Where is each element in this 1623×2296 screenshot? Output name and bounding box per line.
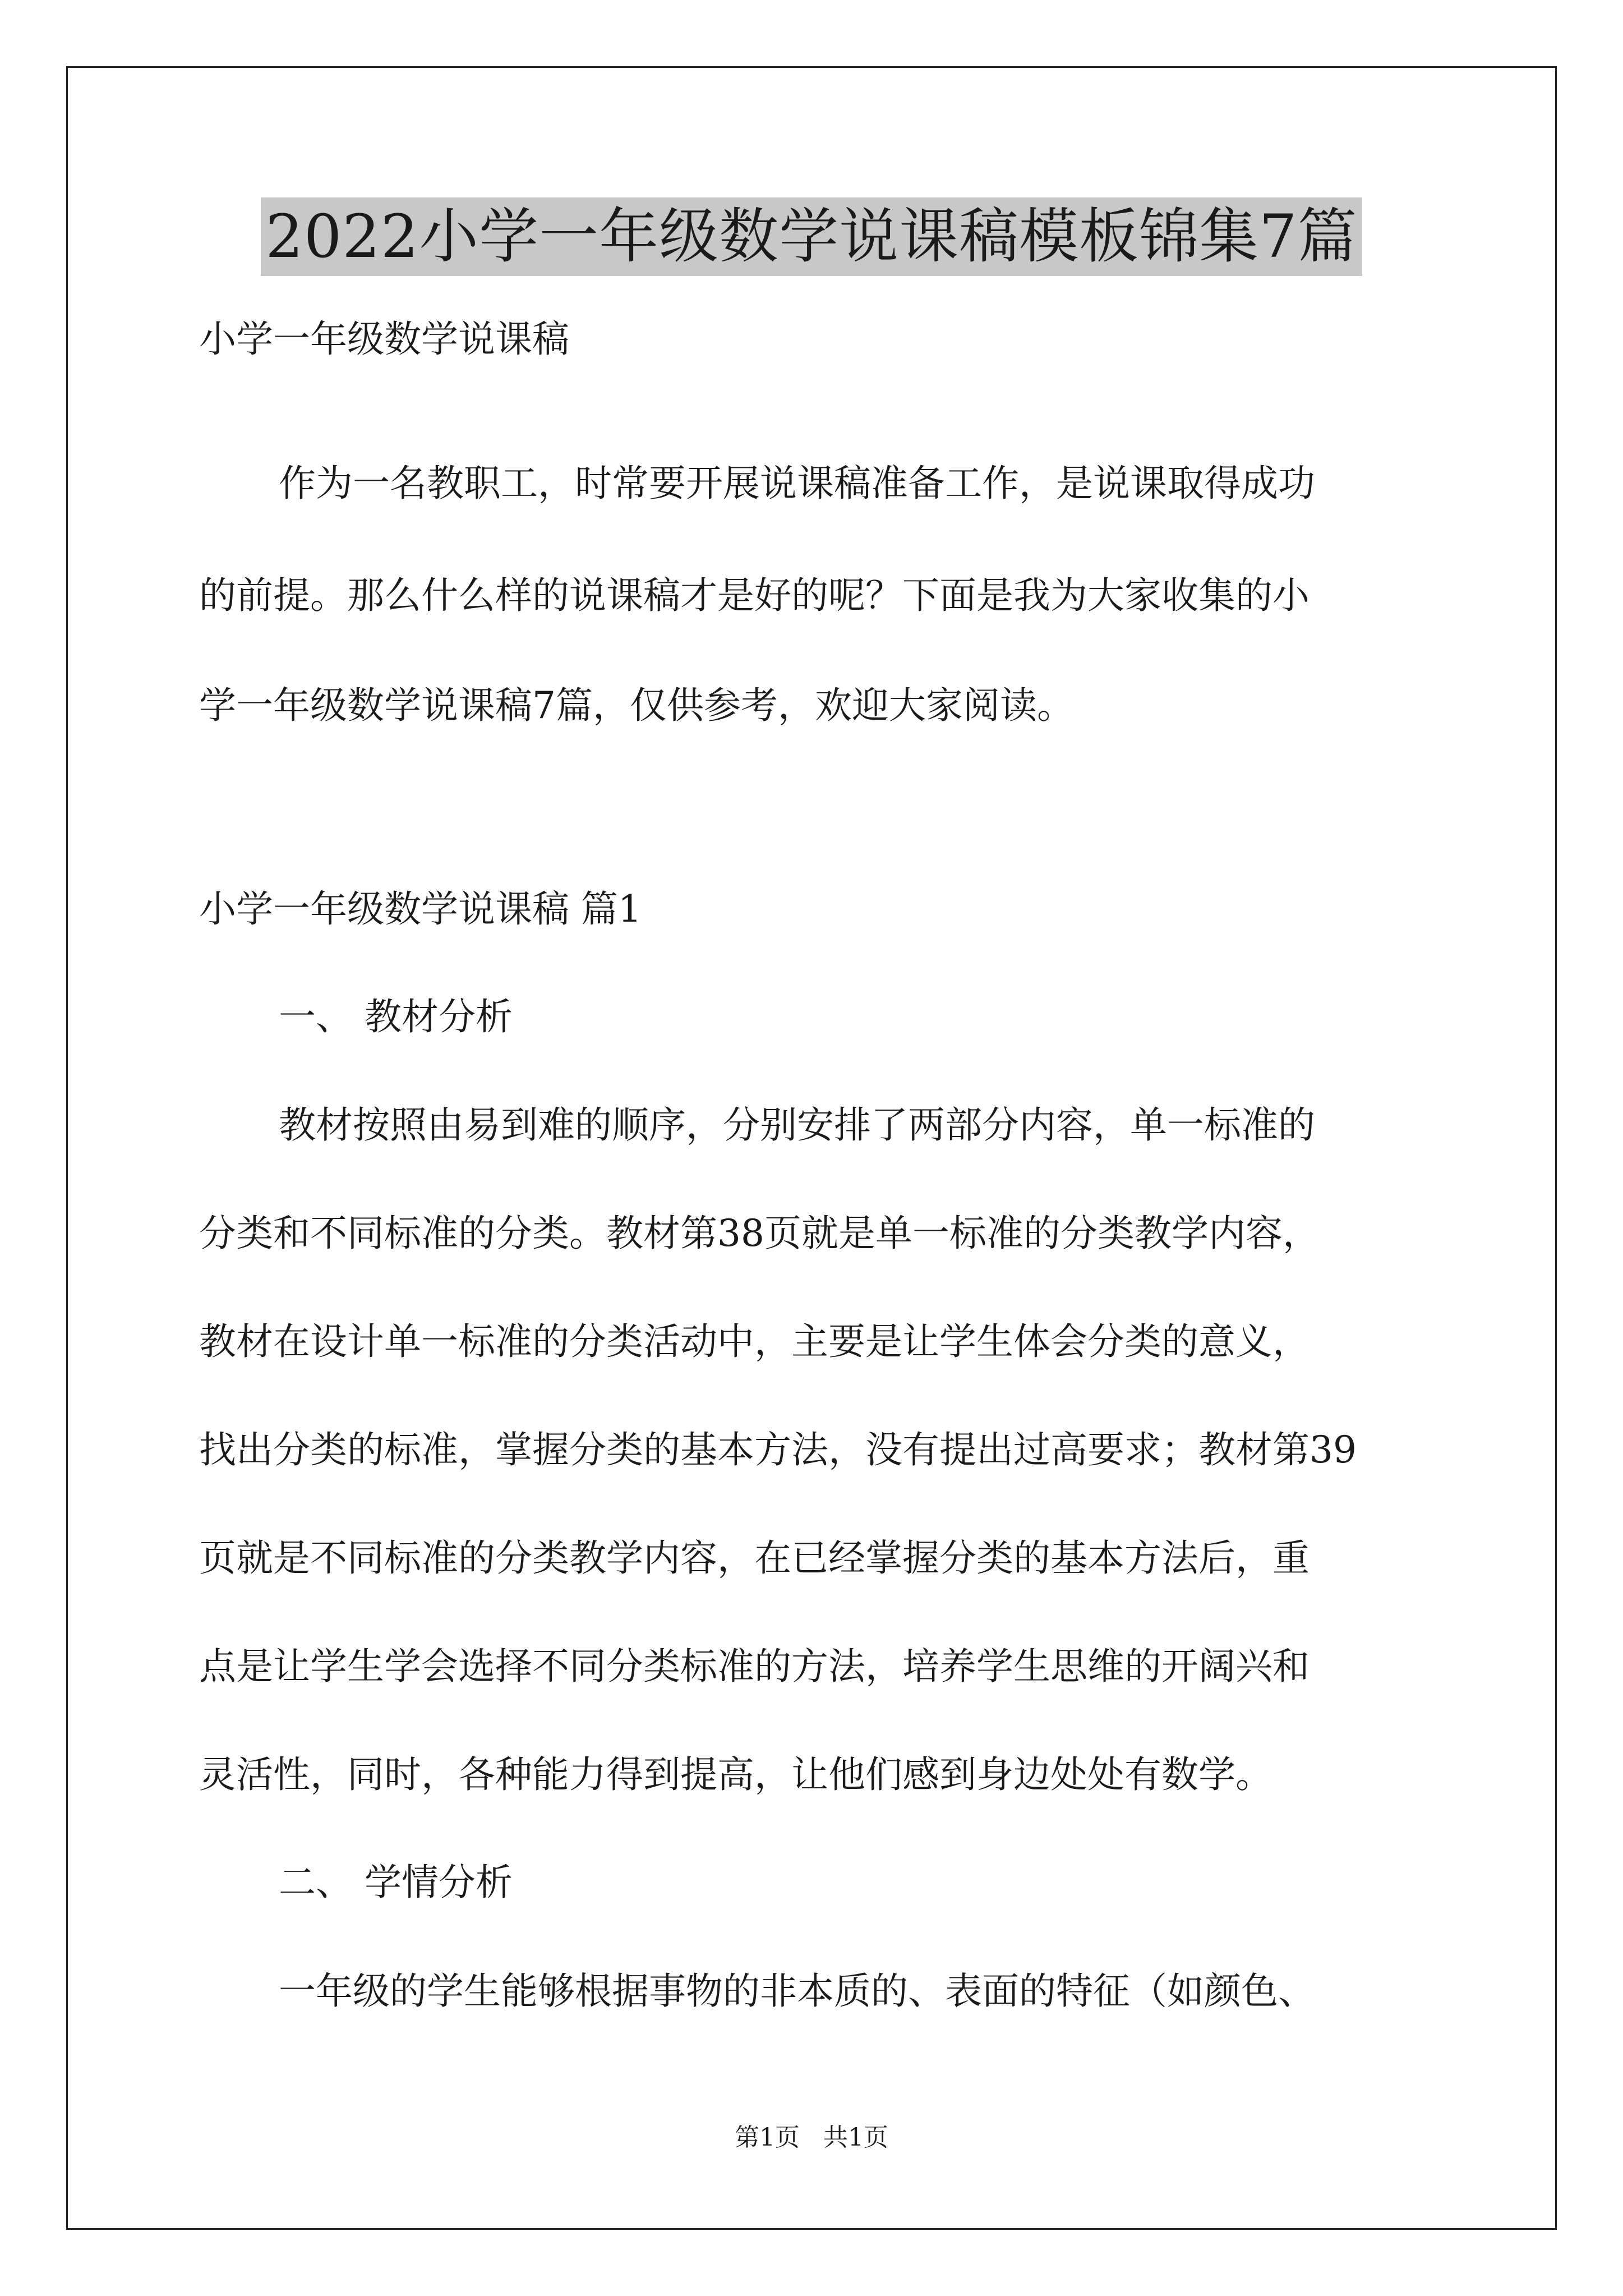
paragraph-line: 教材在设计单一标准的分类活动中，主要是让学生体会分类的意义， <box>199 1320 1310 1363</box>
paragraph-line: 分类和不同标准的分类。教材第38页就是单一标准的分类教学内容， <box>199 1212 1320 1255</box>
section-heading: 小学一年级数学说课稿 篇1 <box>199 887 642 931</box>
intro-line: 学一年级数学说课稿7篇，仅供参考，欢迎大家阅读。 <box>199 684 1074 727</box>
paragraph-line: 教材按照由易到难的顺序，分别安排了两部分内容，单一标准的 <box>279 1103 1315 1147</box>
paragraph-line: 一年级的学生能够根据事物的非本质的、表面的特征（如颜色、 <box>279 1970 1315 2013</box>
paragraph-line: 灵活性，同时，各种能力得到提高，让他们感到身边处处有数学。 <box>199 1753 1272 1796</box>
page-number: 第1页 <box>735 2123 800 2152</box>
document-title: 2022小学一年级数学说课稿模板锦集7篇 <box>261 197 1362 276</box>
intro-line: 作为一名教职工，时常要开展说课稿准备工作，是说课取得成功 <box>279 462 1315 505</box>
page-footer <box>0 2121 1623 2155</box>
subsection-heading: 二、 学情分析 <box>279 1861 513 1904</box>
subsection-heading: 一、 教材分析 <box>279 995 513 1038</box>
paragraph-line: 页就是不同标准的分类教学内容，在已经掌握分类的基本方法后，重 <box>199 1536 1310 1580</box>
paragraph-line: 找出分类的标准，掌握分类的基本方法，没有提出过高要求；教材第39 <box>199 1428 1357 1471</box>
title-container <box>0 197 1623 276</box>
intro-line: 的前提。那么什么样的说课稿才是好的呢？下面是我为大家收集的小 <box>199 574 1310 617</box>
page-total: 共1页 <box>823 2123 888 2152</box>
document-heading: 小学一年级数学说课稿 <box>199 318 569 361</box>
paragraph-line: 点是让学生学会选择不同分类标准的方法，培养学生思维的开阔兴和 <box>199 1645 1310 1688</box>
